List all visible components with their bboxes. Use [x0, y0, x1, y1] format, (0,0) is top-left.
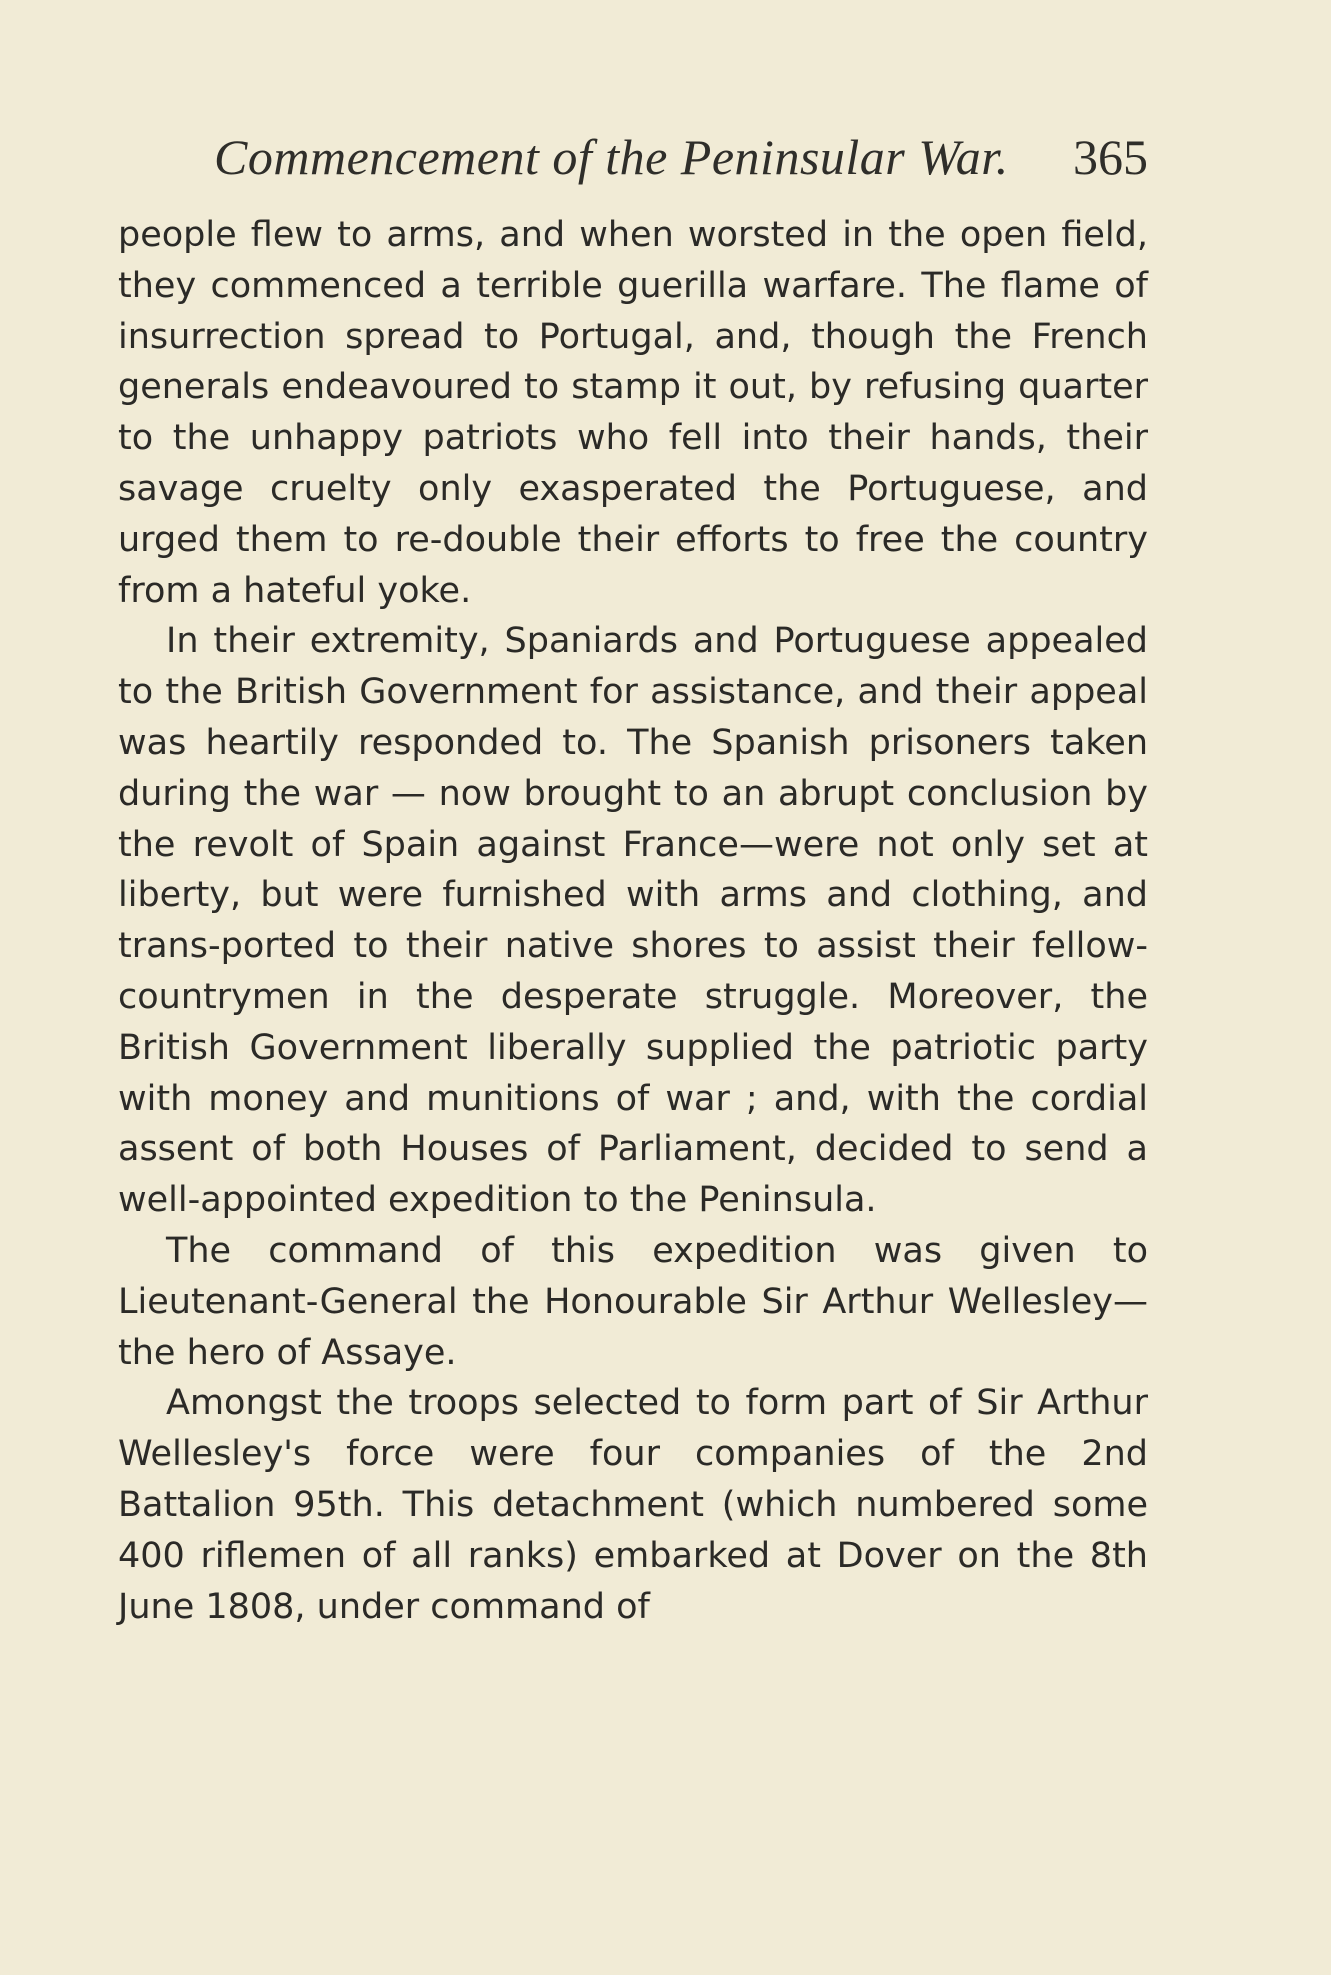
- running-head: [118, 122, 1148, 192]
- paragraph-3: The command of this expedition was given to Lieutenant-General the Honourable Sir Arthur Wellesley— the hero of Assaye.: [118, 1230, 1148, 1373]
- body-text: [118, 210, 1148, 1632]
- paragraph-1: people flew to arms, and when worsted in the open field, they commenced a terrible guerilla warfare. The flame of insurrection spread to Portugal, and, though the French generals endeavoured to stamp it out, by refusing quarter to the unhappy patriots who fell into their hands, their savage cruelty only exasperated the Portuguese, and urged them to re-double their efforts to free the country from a hateful yoke.: [118, 215, 1148, 611]
- paragraph-2: In their extremity, Spaniards and Portuguese appealed to the British Government for assistance, and their appeal was heartily responded to. The Spanish prisoners taken during the war — now brought to an abrupt conclusion by the revolt of Spain against France—were not only set at liberty, but were furnished with arms and clothing, and trans-ported to their native shores to assist their fellow-countrymen in the desperate struggle. Moreover, the British Government liberally supplied the patriotic party with money and munitions of war ; and, with the cordial assent of both Houses of Parliament, decided to send a well-appointed expedition to the Peninsula.: [118, 621, 1148, 1221]
- running-title: Commencement of the Peninsular War.: [214, 129, 1009, 185]
- page-number: 365: [1073, 129, 1148, 185]
- book-page: [118, 122, 1148, 1632]
- paragraph-4: Amongst the troops selected to form part of Sir Arthur Wellesley's force were four companies of the 2nd Battalion 95th. This detachment (which numbered some 400 riflemen of all ranks) embarked at Dover on the 8th June 1808, under command of: [118, 1383, 1148, 1627]
